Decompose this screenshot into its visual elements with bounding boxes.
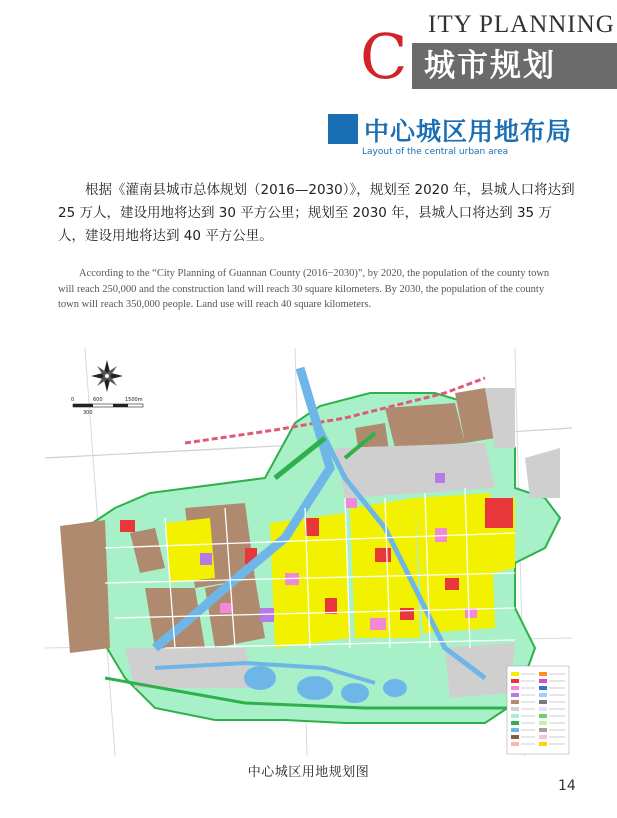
scale-label-300: 300 bbox=[83, 410, 93, 416]
page-number: 14 bbox=[558, 778, 576, 794]
scale-label-0: 0 bbox=[71, 397, 75, 403]
english-paragraph: According to the “City Planning of Guannan County (2016−2030)”, by 2020, the population of the county town will reach 250,000 and the construction land will reach 30 square kilometers. By 2030, the population of the county town will reach 350,000 people. Land use will reach 40 square kilometers. bbox=[58, 268, 550, 311]
section-subtitle: Layout of the central urban area bbox=[362, 147, 509, 157]
chinese-paragraph: 根据《灌南县城市总体规划（2016—2030）》，规划至 2020 年，县城人口将达到 25 万人，建设用地将达到 30 平方公里；规划至 2030 年，县城人口将达到 35 万人，建设用地将达到 40 平方公里。 bbox=[58, 182, 575, 244]
header-en-title: ITY PLANNING bbox=[428, 11, 615, 38]
scale-bar bbox=[73, 404, 143, 407]
map-caption: 中心城区用地规划图 bbox=[247, 765, 370, 780]
scale-label-600: 600 bbox=[93, 397, 103, 403]
land-use-map bbox=[45, 348, 572, 756]
scale-label-1500: 1500m bbox=[125, 397, 143, 403]
land-use-map-svg bbox=[45, 348, 572, 756]
map-legend bbox=[507, 666, 569, 754]
section-marker-square bbox=[328, 114, 358, 144]
header-cn-title: 城市规划 bbox=[424, 48, 556, 84]
section-title: 中心城区用地布局 bbox=[364, 117, 573, 146]
header-letter: C bbox=[360, 20, 408, 93]
